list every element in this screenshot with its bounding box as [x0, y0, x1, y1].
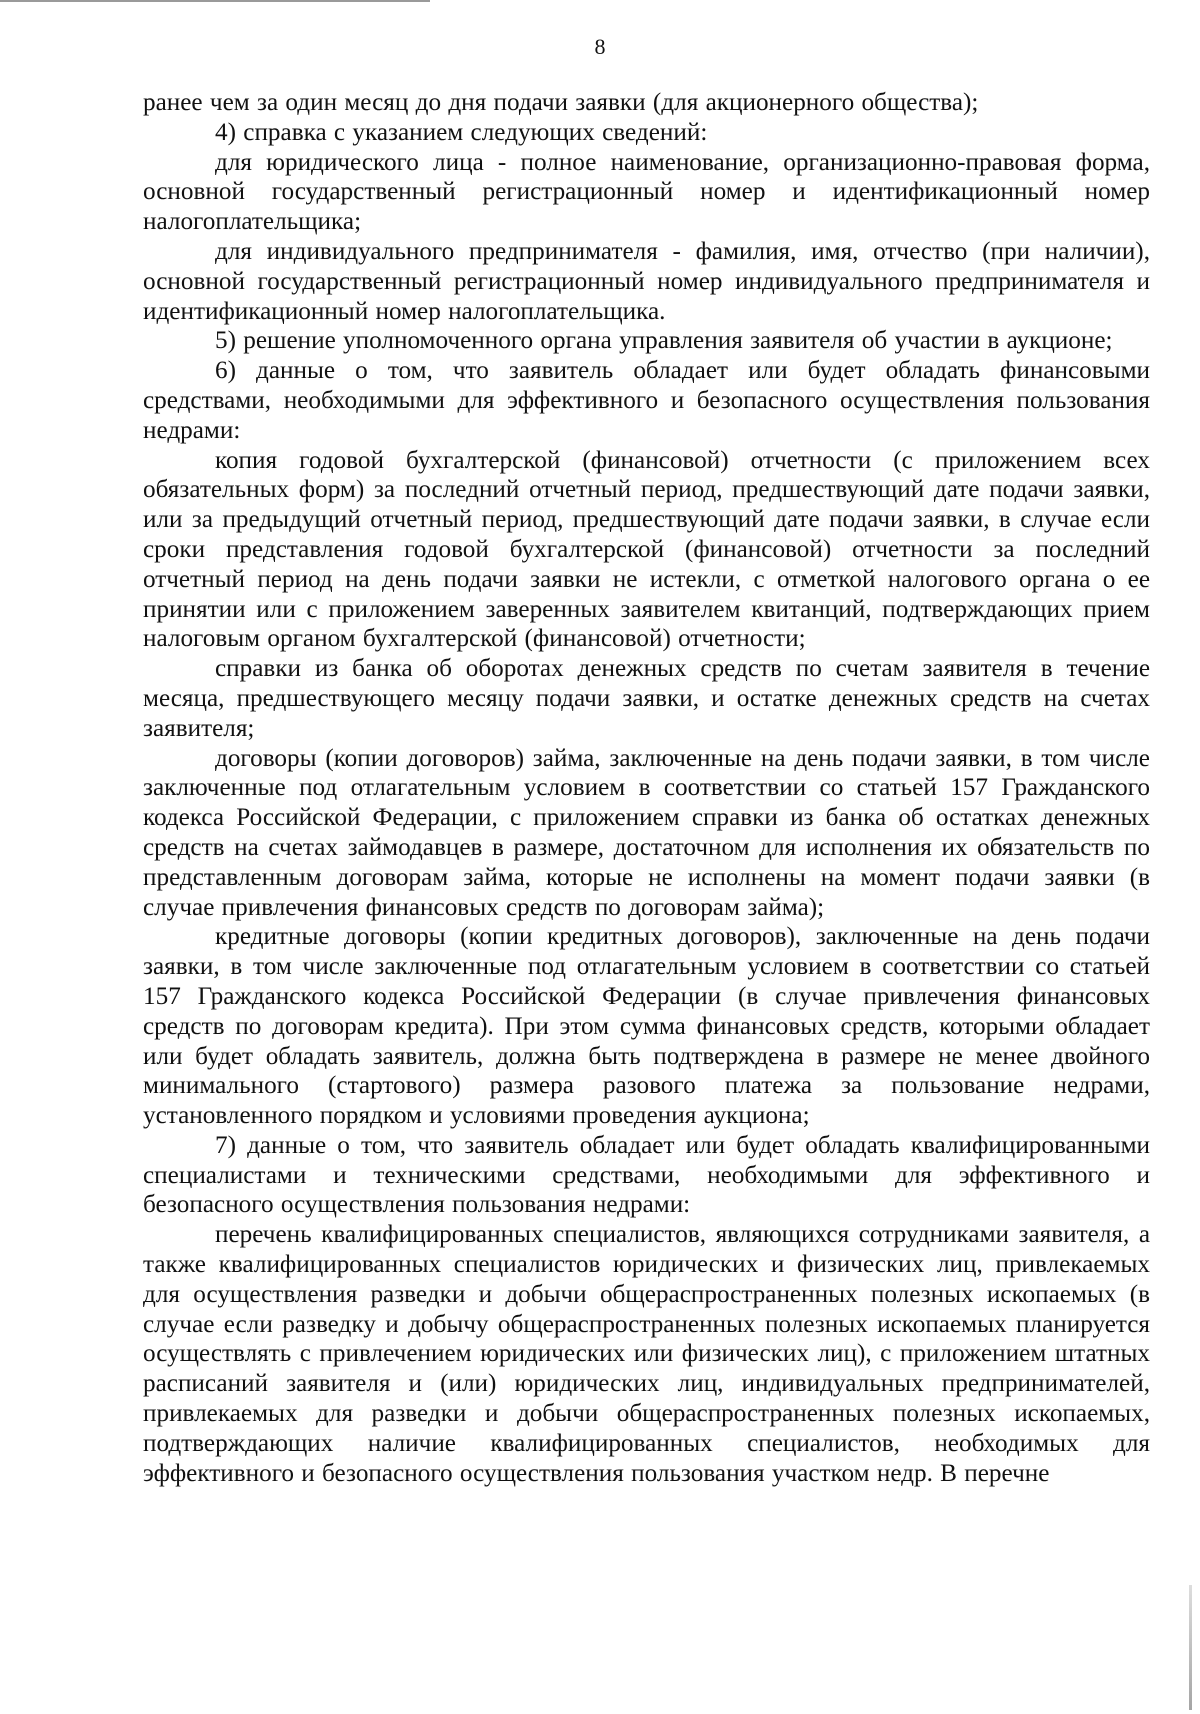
scan-border-line	[0, 0, 430, 2]
paragraph-credit-agreements: кредитные договоры (копии кредитных договоров), заключенные на день подачи заявки, в том числе заключенные под отлагательным условием в соответствии со статьей 157 Гражданского кодекса Российской Федерации (в случае привлечения финансовых средств по договорам кредита). При этом сумма финансовых средств, которыми обладает или будет обладать заявитель, должна быть подтверждена в размере не менее двойного минимального (стартового) размера разового платежа за пользование недрами, установленного порядком и условиями проведения аукциона;	[143, 923, 1150, 1130]
paragraph-legal-entity: для юридического лица - полное наименование, организационно-правовая форма, основной государственный регистрационный номер и идентификационный номер налогоплательщика;	[143, 148, 1150, 236]
page-number: 8	[594, 34, 606, 59]
paragraph-item-7: 7) данные о том, что заявитель обладает или будет обладать квалифицированными специалистами и техническими средствами, необходимыми для эффективного и безопасного осуществления пользования недрами:	[143, 1131, 1150, 1219]
paragraph-item-6: 6) данные о том, что заявитель обладает или будет обладать финансовыми средствами, необходимыми для эффективного и безопасного осуществления пользования недрами:	[143, 357, 1150, 444]
paragraph-item-4: 4) справка с указанием следующих сведений:	[215, 118, 708, 146]
scan-edge-shadow	[1189, 1585, 1192, 1710]
paragraph-bank-statements: справки из банка об оборотах денежных средств по счетам заявителя в течение месяца, предшествующего месяцу подачи заявки, и остатке денежных средств на счетах заявителя;	[143, 655, 1150, 742]
paragraph-loan-agreements: договоры (копии договоров) займа, заключенные на день подачи заявки, в том числе заключенные под отлагательным условием в соответствии со статьей 157 Гражданского кодекса Российской Федерации, с приложением справки из банка об остатках денежных средств на счетах займодавцев в размере, достаточном для исполнения их обязательств по представленным договорам займа, которые не исполнены на момент подачи заявки (в случае привлечения финансовых средств по договорам займа);	[143, 744, 1150, 921]
paragraph-specialists-list: перечень квалифицированных специалистов, являющихся сотрудниками заявителя, а также квалифицированных специалистов юридических и физических лиц, привлекаемых для осуществления разведки и добычи общераспространенных полезных ископаемых (в случае если разведку и добычу общераспространенных полезных ископаемых планируется осуществлять с привлечением юридических или физических лиц), с приложением штатных расписаний заявителя и (или) юридических лиц, индивидуальных предпринимателей, привлекаемых для разведки и добычи общераспространенных полезных ископаемых, подтверждающих наличие квалифицированных специалистов, необходимых для эффективного и безопасного осуществления пользования участком недр. В перечне	[143, 1221, 1150, 1487]
paragraph-individual-entrepreneur: для индивидуального предпринимателя - фамилия, имя, отчество (при наличии), основной государственный регистрационный номер индивидуального предпринимателя и идентификационный номер налогоплательщика.	[143, 237, 1150, 325]
document-body	[143, 88, 1150, 1488]
paragraph-financial-statements: копия годовой бухгалтерской (финансовой) отчетности (с приложением всех обязательных форм) за последний отчетный период, предшествующий дате подачи заявки, или за предыдущий отчетный период, предшествующий дате подачи заявки, в случае если сроки представления годовой бухгалтерской (финансовой) отчетности за последний отчетный период на день подачи заявки не истекли, с отметкой налогового органа о ее принятии или с приложением заверенных заявителем квитанций, подтверждающих прием налоговым органом бухгалтерской (финансовой) отчетности;	[143, 446, 1150, 653]
paragraph-item-5: 5) решение уполномоченного органа управления заявителя об участии в аукционе;	[215, 327, 1113, 355]
paragraph-continuation: ранее чем за один месяц до дня подачи заявки (для акционерного общества);	[143, 89, 979, 116]
